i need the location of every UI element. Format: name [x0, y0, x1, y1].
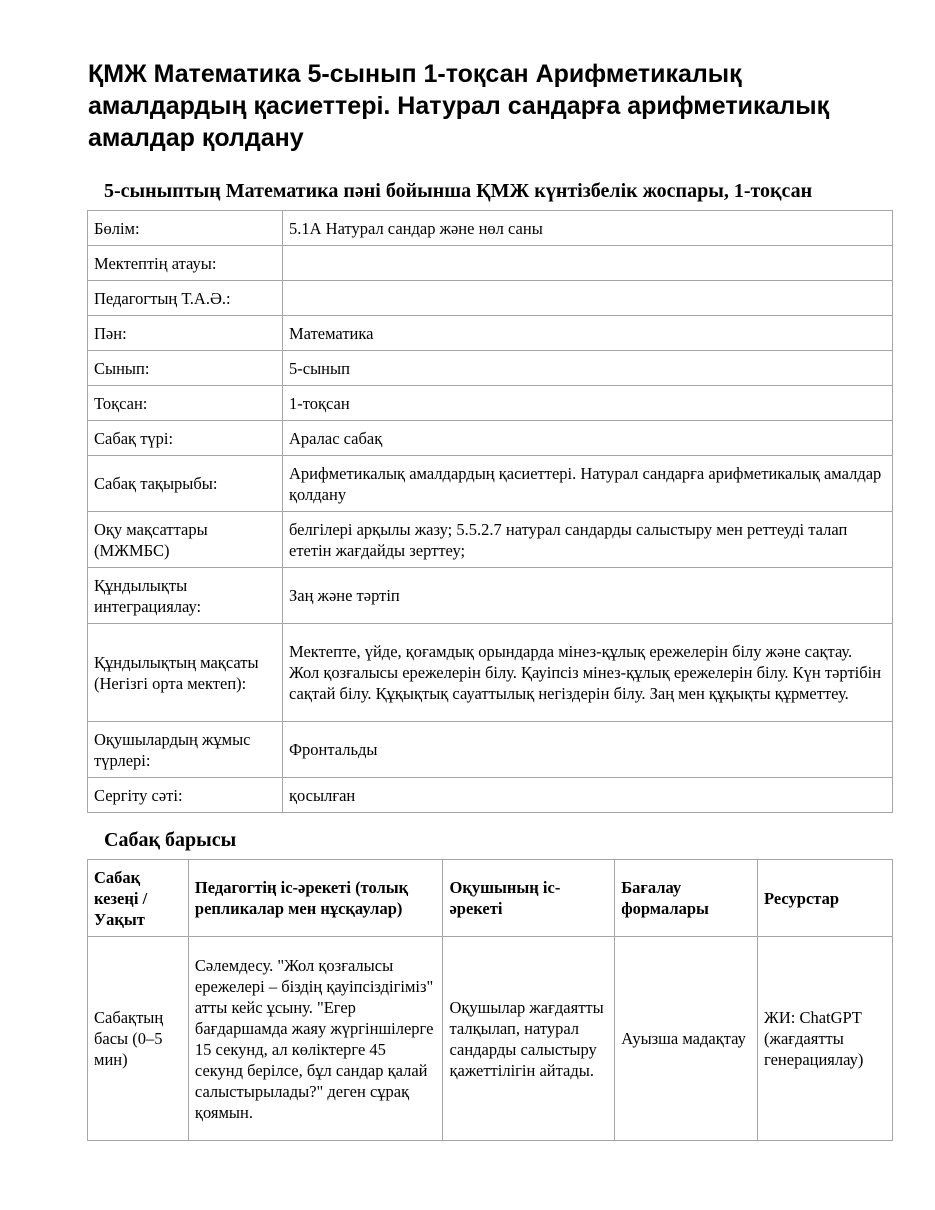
info-row [88, 246, 893, 281]
info-value: қосылған [283, 778, 893, 813]
column-header-teacher-activity: Педагогтің іс-әрекеті (толық репликалар мен нұсқаулар) [188, 860, 443, 937]
info-value: 1-тоқсан [283, 386, 893, 421]
info-row [88, 568, 893, 624]
info-row [88, 421, 893, 456]
info-row [88, 512, 893, 568]
info-row [88, 211, 893, 246]
info-row [88, 722, 893, 778]
column-header-stage: Сабақ кезеңі / Уақыт [88, 860, 189, 937]
info-value [283, 246, 893, 281]
info-value: Арифметикалық амалдардың қасиеттері. Натурал сандарға арифметикалық амалдар қолдану [283, 456, 893, 512]
info-label: Бөлім: [88, 211, 283, 246]
column-header-assessment: Бағалау формалары [615, 860, 758, 937]
info-value: Аралас сабақ [283, 421, 893, 456]
info-label: Сергіту сәті: [88, 778, 283, 813]
plan-title: 5-сыныптың Математика пәні бойынша ҚМЖ күнтізбелік жоспары, 1-тоқсан [104, 180, 813, 202]
teacher-activity-cell: Сәлемдесу. "Жол қозғалысы ережелері – біздің қауіпсіздігіміз" атты кейс ұсыну. "Егер бағдаршамда жаяу жүргіншілерге 15 секунд, ал көліктерге 45 секунд берілсе, бұл сандар қалай салыстырылады?" деген сұрақ қоямын. [188, 937, 443, 1141]
info-label: Пән: [88, 316, 283, 351]
student-activity-cell: Оқушылар жағдаятты талқылап, натурал сандарды салыстыру қажеттілігін айтады. [443, 937, 615, 1141]
info-row [88, 316, 893, 351]
info-value [283, 281, 893, 316]
lesson-info-table [87, 210, 893, 813]
assessment-cell: Ауызша мадақтау [615, 937, 758, 1141]
info-label: Сынып: [88, 351, 283, 386]
info-label: Сабақ тақырыбы: [88, 456, 283, 512]
info-value: Заң және тәртіп [283, 568, 893, 624]
info-row [88, 386, 893, 421]
resources-cell: ЖИ: ChatGPT (жағдаятты генерациялау) [758, 937, 893, 1141]
info-value: Мектепте, үйде, қоғамдық орындарда мінез-құлық ережелерін білу және сақтау. Жол қозғалысы ережелерін білу. Қауіпсіз мінез-құлық ережелерін білу. Күн тәртібін сақтай білу. Құқықтық сауаттылық негіздерін білу. Заң мен құқықты құрметтеу. [283, 624, 893, 722]
info-row [88, 624, 893, 722]
info-label: Мектептің атауы: [88, 246, 283, 281]
info-label: Оқу мақсаттары (МЖМБС) [88, 512, 283, 568]
info-row [88, 778, 893, 813]
column-header-student-activity: Оқушының іс-әрекеті [443, 860, 615, 937]
info-label: Тоқсан: [88, 386, 283, 421]
lesson-progress-title: Сабақ барысы [104, 829, 237, 851]
info-label: Педагогтың Т.А.Ә.: [88, 281, 283, 316]
lesson-progress-table [87, 859, 893, 1141]
info-label: Құндылықты интеграциялау: [88, 568, 283, 624]
info-value: Фронтальды [283, 722, 893, 778]
info-row [88, 281, 893, 316]
stage-cell: Сабақтың басы (0–5 мин) [88, 937, 189, 1141]
info-label: Оқушылардың жұмыс түрлері: [88, 722, 283, 778]
info-label: Сабақ түрі: [88, 421, 283, 456]
info-value: белгілері арқылы жазу; 5.5.2.7 натурал сандарды салыстыру мен реттеуді талап ететін жағдайды зерттеу; [283, 512, 893, 568]
info-value: Математика [283, 316, 893, 351]
info-label: Құндылықтың мақсаты (Негізгі орта мектеп): [88, 624, 283, 722]
info-row [88, 456, 893, 512]
info-value: 5-сынып [283, 351, 893, 386]
table-row [88, 937, 893, 1141]
document-title: ҚМЖ Математика 5-сынып 1-тоқсан Арифметикалық амалдардың қасиеттері. Натурал сандарға арифметикалық амалдар қолдану [88, 60, 830, 152]
column-header-resources: Ресурстар [758, 860, 893, 937]
info-value: 5.1А Натурал сандар және нөл саны [283, 211, 893, 246]
info-row [88, 351, 893, 386]
table-header-row [88, 860, 893, 937]
